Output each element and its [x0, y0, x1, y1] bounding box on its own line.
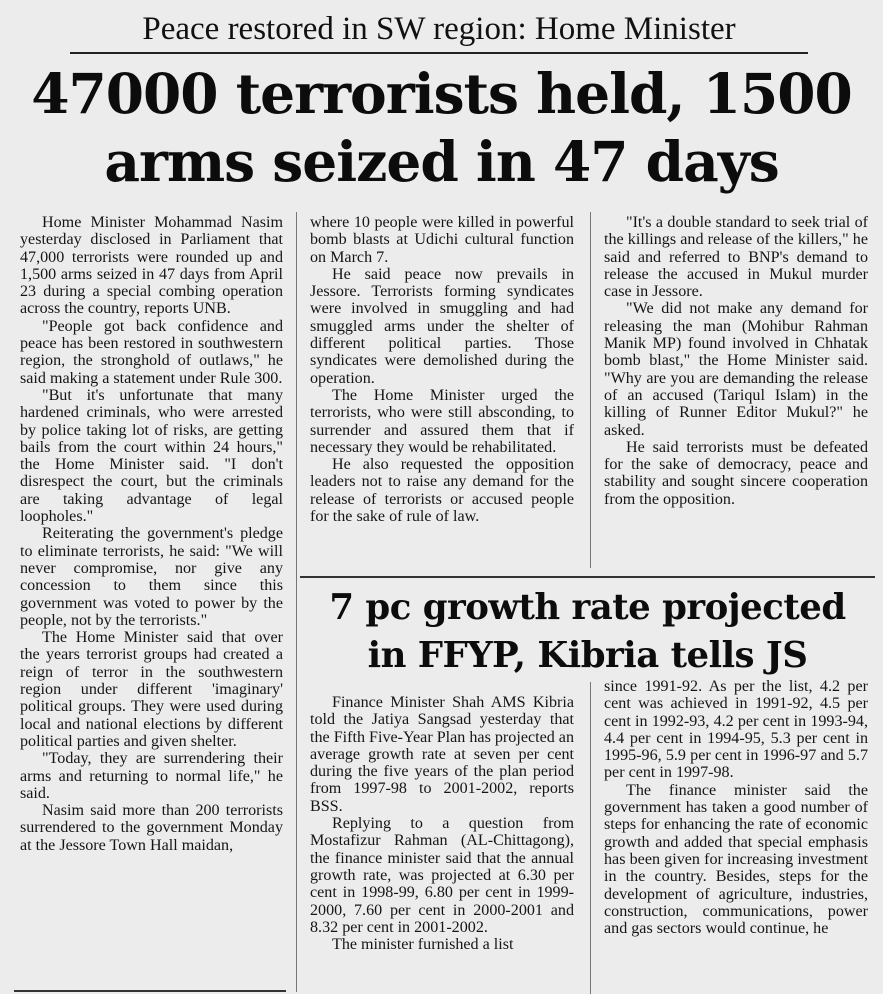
story1-column-3 — [604, 214, 868, 566]
paragraph: "We did not make any demand for releasing the man (Mohibur Rahman Manik MP) found involved in Chhatak bomb blast," the Home Minister said. "Why are you are demanding the release of an accused (Tariqul Islam) in the killing of Runner Editor Mukul?" he asked. — [604, 300, 868, 439]
paragraph: He said terrorists must be defeated for the sake of democracy, peace and stability and sought sincere cooperation from the opposition. — [604, 438, 868, 508]
paragraph: He said peace now prevails in Jessore. Terrorists forming syndicates were involved in smuggling and had smuggled arms under the shelter of different political parties. Those syndicates were demolished during the operation. — [310, 265, 574, 387]
story1-column-1 — [20, 214, 283, 986]
column-divider — [296, 212, 297, 992]
paragraph: "It's a double standard to seek trial of the killings and release of the killers," he said and referred to BNP's demand to release the accused in Mukul murder case in Jessore. — [604, 214, 868, 301]
story2-column-1 — [310, 694, 574, 994]
paragraph: Replying to a question from Mostafizur Rahman (AL-Chittagong), the finance minister said that the annual growth rate, was projected at 6.30 per cent in 1998-99, 6.80 per cent in 1999-2000, 7.60 per cent in 2000-2001 and 8.32 per cent in 2001-2002. — [310, 815, 574, 936]
story2-column-2 — [604, 678, 868, 994]
story-end-rule — [14, 990, 286, 992]
paragraph: Nasim said more than 200 terrorists surrendered to the government Monday at the Jessore Town Hall maidan, — [20, 802, 283, 854]
paragraph: where 10 people were killed in powerful bomb blasts at Udichi cultural function on March 7. — [310, 214, 574, 266]
paragraph: Finance Minister Shah AMS Kibria told the Jatiya Sangsad yesterday that the Fifth Five-Year Plan has projected an average growth rate at seven per cent during the five years of the plan period from 1997-98 to 2001-2002, reports BSS. — [310, 694, 574, 815]
story1-column-2 — [310, 214, 574, 566]
paragraph: Reiterating the government's pledge to eliminate terrorists, he said: "We will never compromise, nor give any concession to them since this government was voted to power by the people, not by the terrorists." — [20, 525, 283, 629]
paragraph: "Today, they are surrendering their arms and returning to normal life," he said. — [20, 750, 283, 802]
main-headline — [10, 60, 873, 196]
second-headline-line-1: 7 pc growth rate projected — [329, 587, 846, 628]
second-headline-line-2: in FFYP, Kibria tells JS — [367, 635, 808, 676]
paragraph: He also requested the opposition leaders not to raise any demand for the release of terrorists or accused people for the sake of rule of law. — [310, 456, 574, 526]
main-headline-line-1: 47000 terrorists held, 1500 — [31, 61, 852, 126]
paragraph: The Home Minister urged the terrorists, who were still absconding, to surrender and assured them that if necessary they would be rehabilitated. — [310, 386, 574, 456]
story-separator — [300, 576, 875, 578]
paragraph: The Home Minister said that over the years terrorist groups had created a reign of terror in the southwestern region under different 'imaginary' political groups. They were used during local and national elections by different political parties and given shelter. — [20, 629, 283, 750]
paragraph: The minister furnished a list — [332, 936, 514, 954]
main-headline-line-2: arms seized in 47 days — [104, 129, 779, 194]
kicker-headline: Peace restored in SW region: Home Minister — [70, 6, 808, 54]
paragraph: "People got back confidence and peace has been restored in southwestern region, the stronghold of outlaws," he said making a statement under Rule 300. — [20, 317, 283, 387]
paragraph: "But it's unfortunate that many hardened criminals, who were arrested by police taking lot of risks, are getting bails from the court within 24 hours," the Home Minister said. "I don't disrespect the court, but the criminals are taking advantage of legal loopholes." — [20, 386, 283, 526]
paragraph: Home Minister Mohammad Nasim yesterday disclosed in Parliament that 47,000 terrorists were rounded up and 1,500 arms seized in 47 days from April 23 during a special combing operation across the country, reports UNB. — [20, 214, 283, 318]
second-headline — [300, 584, 875, 680]
paragraph: The finance minister said the government has taken a good number of steps for enhancing the rate of economic growth and added that special emphasis has been given for increasing investment in the country. Besides, steps for the development of agriculture, industries, construction, communications, power and gas sectors would continue, he — [604, 781, 868, 938]
column-divider — [590, 682, 591, 994]
paragraph: since 1991-92. As per the list, 4.2 per cent was achieved in 1991-92, 4.5 per cent in 1992-93, 4.2 per cent in 1993-94, 4.4 per cent in 1994-95, 5.3 per cent in 1995-96, 5.9 per cent in 1996-97 and 5.7 per cent in 1997-98. — [604, 678, 868, 782]
column-divider — [590, 212, 591, 568]
